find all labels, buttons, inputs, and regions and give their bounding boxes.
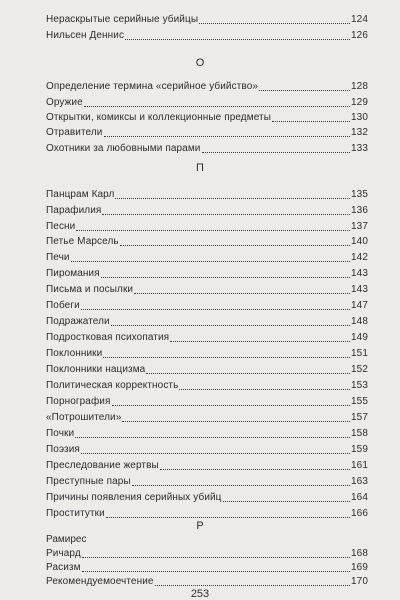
- leader-dots: [84, 106, 350, 107]
- entry-page-number: 133: [351, 143, 368, 154]
- entry-label: Подражатели: [46, 316, 110, 327]
- entry-page-number: 161: [351, 460, 368, 471]
- entry-label: Панцрам Карл: [46, 189, 115, 200]
- entry-label: Поклонники: [46, 348, 103, 359]
- leader-dots: [134, 293, 350, 294]
- leader-dots: [132, 485, 350, 486]
- entry-page-number: 148: [351, 316, 368, 327]
- entry-page-number: 142: [351, 252, 368, 263]
- toc-entry: [46, 236, 368, 248]
- leader-dots: [170, 341, 350, 342]
- toc-entry: [46, 221, 368, 233]
- leader-dots: [102, 214, 350, 215]
- entry-page-number: 135: [351, 189, 368, 200]
- toc-entry: [46, 189, 368, 201]
- toc-entry: [46, 268, 368, 280]
- toc-entry: [46, 300, 368, 312]
- entry-label: Оружие: [46, 97, 83, 108]
- toc-entry: [46, 127, 368, 139]
- leader-dots: [179, 389, 350, 390]
- leader-dots: [75, 437, 350, 438]
- leader-dots: [272, 121, 350, 122]
- entry-label: Причины появления серийных убийц: [46, 492, 222, 503]
- entry-label: Поэзия: [46, 444, 80, 455]
- toc-entry: [46, 284, 368, 296]
- entry-page-number: 163: [351, 476, 368, 487]
- entry-page-number: 137: [351, 221, 368, 232]
- entry-page-number: 143: [351, 268, 368, 279]
- entry-label: Отравители: [46, 127, 103, 138]
- leader-dots: [125, 39, 350, 40]
- leader-dots: [112, 405, 351, 406]
- toc-entry: [46, 316, 368, 328]
- page-number: 253: [190, 588, 210, 600]
- entry-label: Расизм: [46, 562, 81, 573]
- entry-page-number: 136: [351, 205, 368, 216]
- entry-page-number: 130: [351, 112, 368, 123]
- toc-entry: [46, 97, 368, 109]
- entry-page-number: 140: [351, 236, 368, 247]
- entry-label: Подростковая психопатия: [46, 332, 170, 343]
- entry-page-number: 166: [351, 508, 368, 519]
- toc-entry: [46, 364, 368, 376]
- leader-dots: [223, 501, 350, 502]
- entry-label: Петье Марсель: [46, 236, 119, 247]
- leader-dots: [115, 198, 350, 199]
- entry-label: «Потрошители»: [46, 412, 122, 423]
- toc-entry: [46, 112, 368, 124]
- leader-dots: [160, 469, 350, 470]
- entry-label: Политическая корректность: [46, 380, 179, 391]
- toc-entry: [46, 428, 368, 440]
- entry-page-number: 128: [351, 81, 368, 92]
- section-letter: Р: [196, 520, 204, 532]
- entry-page-number: 159: [351, 444, 368, 455]
- leader-dots: [146, 373, 350, 374]
- section-letter: О: [195, 57, 205, 69]
- entry-page-number: 164: [351, 492, 368, 503]
- toc-entry: [46, 562, 368, 574]
- entry-page-number: 168: [351, 548, 368, 559]
- toc-entry: [46, 444, 368, 456]
- toc-entry: [46, 576, 368, 588]
- entry-label: Проститутки: [46, 508, 105, 519]
- toc-entry: [46, 460, 368, 472]
- leader-dots: [82, 557, 350, 558]
- entry-label: Охотники за любовными парами: [46, 143, 201, 154]
- entry-page-number: 152: [351, 364, 368, 375]
- entry-label: Преследование жертвы: [46, 460, 159, 471]
- entry-page-number: 157: [351, 412, 368, 423]
- entry-label: Пиромания: [46, 268, 100, 279]
- entry-label: Песни: [46, 221, 76, 232]
- section-letter: П: [196, 162, 204, 174]
- toc-entry: [46, 205, 368, 217]
- leader-dots: [81, 309, 350, 310]
- entry-page-number: 158: [351, 428, 368, 439]
- entry-page-number: 132: [351, 127, 368, 138]
- leader-dots: [202, 152, 351, 153]
- toc-entry: [46, 143, 368, 155]
- toc-entry: [46, 396, 368, 408]
- toc-entry: [46, 508, 368, 520]
- leader-dots: [111, 325, 350, 326]
- entry-label: Почки: [46, 428, 75, 439]
- toc-entry: [46, 348, 368, 360]
- entry-label: Печи: [46, 252, 70, 263]
- entry-label: Парафилия: [46, 205, 102, 216]
- toc-entry: [46, 548, 368, 560]
- toc-entry: [46, 14, 368, 26]
- entry-page-number: 155: [351, 396, 368, 407]
- toc-entry: [46, 492, 368, 504]
- leader-dots: [76, 230, 350, 231]
- leader-dots: [106, 517, 350, 518]
- leader-dots: [81, 453, 350, 454]
- leader-dots: [82, 571, 350, 572]
- toc-entry: [46, 476, 368, 488]
- entry-label: Письма и посылки: [46, 284, 134, 295]
- toc-entry: [46, 332, 368, 344]
- entry-label: Побеги: [46, 300, 80, 311]
- toc-entry: [46, 252, 368, 264]
- toc-entry: [46, 81, 368, 93]
- toc-entry: [46, 412, 368, 424]
- leader-dots: [103, 357, 350, 358]
- leader-dots: [101, 277, 350, 278]
- entry-page-number: 126: [351, 30, 368, 41]
- entry-page-number: 149: [351, 332, 368, 343]
- toc-entry: [46, 30, 368, 42]
- entry-page-number: 153: [351, 380, 368, 391]
- entry-page-number: 129: [351, 97, 368, 108]
- leader-dots: [71, 261, 350, 262]
- entry-page-number: 124: [351, 14, 368, 25]
- leader-dots: [259, 90, 350, 91]
- entry-label: Порнография: [46, 396, 111, 407]
- entry-label: Рекомендуемоечтение: [46, 576, 154, 587]
- entry-label: Преступные пары: [46, 476, 131, 487]
- entry-page-number: 147: [351, 300, 368, 311]
- entry-label: Открытки, комиксы и коллекционные предметы: [46, 112, 272, 123]
- entry-label: Нильсен Деннис: [46, 30, 125, 41]
- entry-label: Нераскрытые серийные убийцы: [46, 14, 199, 25]
- entry-label: Определение термина «серийное убийство»: [46, 81, 259, 92]
- entry-heading: Рамирес: [46, 534, 87, 545]
- leader-dots: [104, 136, 351, 137]
- entry-page-number: 143: [351, 284, 368, 295]
- entry-label: Ричард: [46, 548, 81, 559]
- leader-dots: [120, 245, 350, 246]
- entry-page-number: 151: [351, 348, 368, 359]
- leader-dots: [155, 585, 350, 586]
- leader-dots: [122, 421, 350, 422]
- entry-page-number: 170: [351, 576, 368, 587]
- leader-dots: [199, 23, 350, 24]
- entry-label: Поклонники нацизма: [46, 364, 146, 375]
- entry-page-number: 169: [351, 562, 368, 573]
- toc-entry: [46, 380, 368, 392]
